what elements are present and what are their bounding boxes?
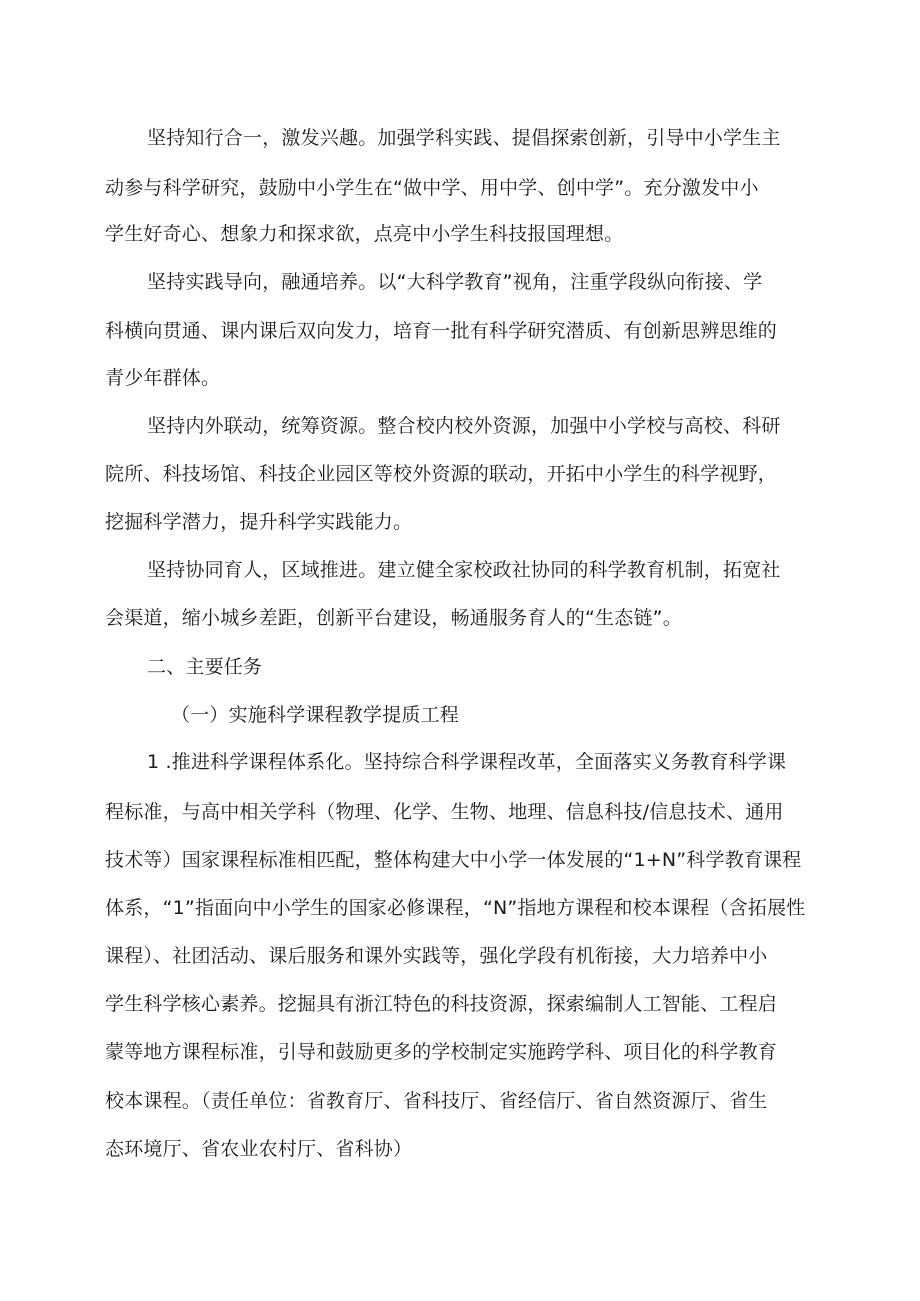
item-1-line-5: 课程）、社团活动、课后服务和课外实践等，强化学段有机衔接，大力培养中小	[105, 945, 768, 967]
paragraph-4-line-2: 会渠道，缩小城乡差距，创新平台建设，畅通服务育人的“生态链”。	[105, 607, 682, 629]
paragraph-3-line-2: 院所、科技场馆、科技企业园区等校外资源的联动，开拓中小学生的科学视野，	[105, 463, 778, 485]
paragraph-1-line-2: 动参与科学研究，鼓励中小学生在“做中学、用中学、创中学”。充分激发中小	[105, 177, 759, 199]
paragraph-4-line-1: 坚持协同育人，区域推进。建立健全家校政社协同的科学教育机制，拓宽社	[147, 559, 781, 581]
paragraph-1-line-1: 坚持知行合一，激发兴趣。加强学科实践、提倡探索创新，引导中小学生主	[147, 127, 781, 149]
paragraph-3-line-1: 坚持内外联动，统筹资源。整合校内校外资源，加强中小学校与高校、科研	[147, 415, 781, 437]
item-1-line-7: 蒙等地方课程标准，引导和鼓励更多的学校制定实施跨学科、项目化的科学教育	[105, 1041, 778, 1063]
item-1-line-1: 1 .推进科学课程体系化。坚持综合科学课程改革，全面落实义务教育科学课	[147, 751, 787, 773]
paragraph-2-line-2: 科横向贯通、课内课后双向发力，培育一批有科学研究潜质、有创新思辨思维的	[105, 320, 778, 342]
item-1-line-9: 态环境厅、省农业农村厅、省科协）	[105, 1138, 413, 1160]
item-1-line-4: 体系，“1”指面向中小学生的国家必修课程，“N”指地方课程和校本课程（含拓展性	[105, 897, 806, 919]
paragraph-2-line-3: 青少年群体。	[105, 367, 221, 389]
paragraph-2-line-1: 坚持实践导向，融通培养。以“大科学教育”视角，注重学段纵向衔接、学	[147, 271, 763, 293]
paragraph-1-line-3: 学生好奇心、想象力和探求欲，点亮中小学生科技报国理想。	[105, 223, 624, 245]
item-1-line-3: 技术等）国家课程标准相匹配，整体构建大中小学一体发展的“1+N”科学教育课程	[105, 849, 802, 871]
item-1-line-8: 校本课程。（责任单位：省教育厅、省科技厅、省经信厅、省自然资源厅、省生	[105, 1090, 768, 1112]
subsection-heading: （一）实施科学课程教学提质工程	[171, 704, 460, 726]
item-1-line-2: 程标准，与高中相关学科（物理、化学、生物、地理、信息科技/信息技术、通用	[105, 801, 784, 823]
paragraph-3-line-3: 挖掘科学潜力，提升科学实践能力。	[105, 511, 413, 533]
section-heading: 二、主要任务	[147, 656, 263, 678]
item-1-line-6: 学生科学核心素养。挖掘具有浙江特色的科技资源，探索编制人工智能、工程启	[105, 993, 778, 1015]
